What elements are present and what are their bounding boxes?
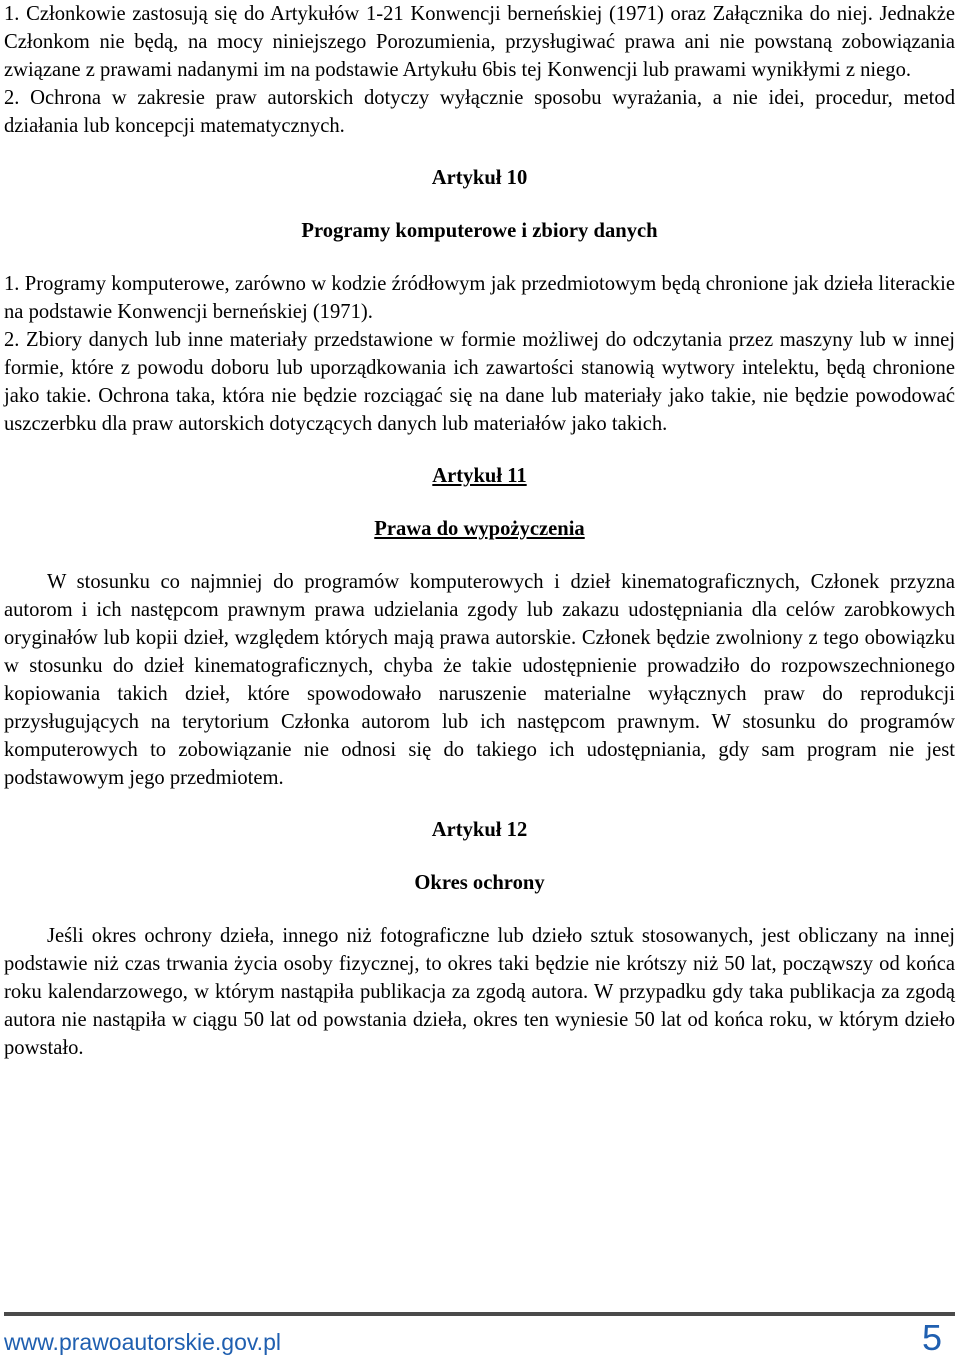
article-12-paragraph: Jeśli okres ochrony dzieła, innego niż fotograficzne lub dzieło sztuk stosowanych, jest obliczany na innej podstawie niż czas trwania życia osoby fizycznej, to okres taki będzie nie krótszy niż 50 lat, począwszy od końca roku kalendarzowego, w którym nastąpiła publikacja za zgodą autora. W przypadku gdy taka publikacja za zgodą autora nie nastąpiła w ciągu 50 lat od powstania dzieła, okres ten wyniesie 50 lat od końca roku, w którym dzieło powstało. xyxy=(4,925,955,1059)
footer-website-link[interactable]: www.prawoautorskie.gov.pl xyxy=(4,1329,281,1355)
document-page xyxy=(4,0,955,1062)
article-12-title: Artykuł 12 xyxy=(431,819,528,841)
article-10-paragraph-2: 2. Zbiory danych lub inne materiały przedstawione w formie możliwej do odczytania przez maszyny lub w innej formie, które z powodu doboru lub uporządkowania ich zawartości stanowią wytwory intelektu, będą chronione jako takie. Ochrona taka, która nie będzie rozciągać się na dane lub materiały jako takie, nie będzie powodować uszczerbku dla praw autorskich dotyczących danych lub materiałów jako takich. xyxy=(4,329,955,435)
article-11-subtitle: Prawa do wypożyczenia xyxy=(374,518,585,540)
article-10-title: Artykuł 10 xyxy=(431,167,528,189)
article-11-paragraph: W stosunku co najmniej do programów komputerowych i dzieł kinematograficznych, Członek przyzna autorom i ich następcom prawnym prawa udzielania zgody lub zakazu udostępniania dla celów zarobkowych oryginałów lub kopii dzieł, względem których mają prawa autorskie. Członek będzie zwolniony z tego obowiązku w stosunku do dzieł kinematograficznych, chyba że takie udostępnienie prowadziło do rozpowszechnionego kopiowania takich dzieł, które spowodowało naruszenie materialne wyłącznych praw do reprodukcji przysługujących na terytorium Członka autorom lub ich następcom prawnym. W stosunku do programów komputerowych to zobowiązanie nie odnosi się do takiego ich udostępniania, gdy sam program nie jest podstawowym jego przedmiotem. xyxy=(4,571,955,789)
footer-divider xyxy=(4,1312,955,1316)
page-number: 5 xyxy=(921,1317,942,1358)
intro-paragraph-2: 2. Ochrona w zakresie praw autorskich dotyczy wyłącznie sposobu wyrażania, a nie idei, procedur, metod działania lub koncepcji matematycznych. xyxy=(4,87,955,137)
article-11-title: Artykuł 11 xyxy=(432,465,527,487)
article-10-subtitle: Programy komputerowe i zbiory danych xyxy=(301,220,658,242)
article-10-paragraph-1: 1. Programy komputerowe, zarówno w kodzie źródłowym jak przedmiotowym będą chronione jak dzieła literackie na podstawie Konwencji berneńskiej (1971). xyxy=(4,273,955,323)
intro-paragraph-1: 1. Członkowie zastosują się do Artykułów 1-21 Konwencji berneńskiej (1971) oraz Załącznika do niej. Jednakże Członkom nie będą, na mocy niniejszego Porozumienia, przysługiwać prawa ani nie powstaną zobowiązania związane z prawami nadanymi im na podstawie Artykułu 6bis tej Konwencji lub prawami wynikłymi z niego. xyxy=(4,3,955,81)
article-12-subtitle: Okres ochrony xyxy=(414,872,545,894)
